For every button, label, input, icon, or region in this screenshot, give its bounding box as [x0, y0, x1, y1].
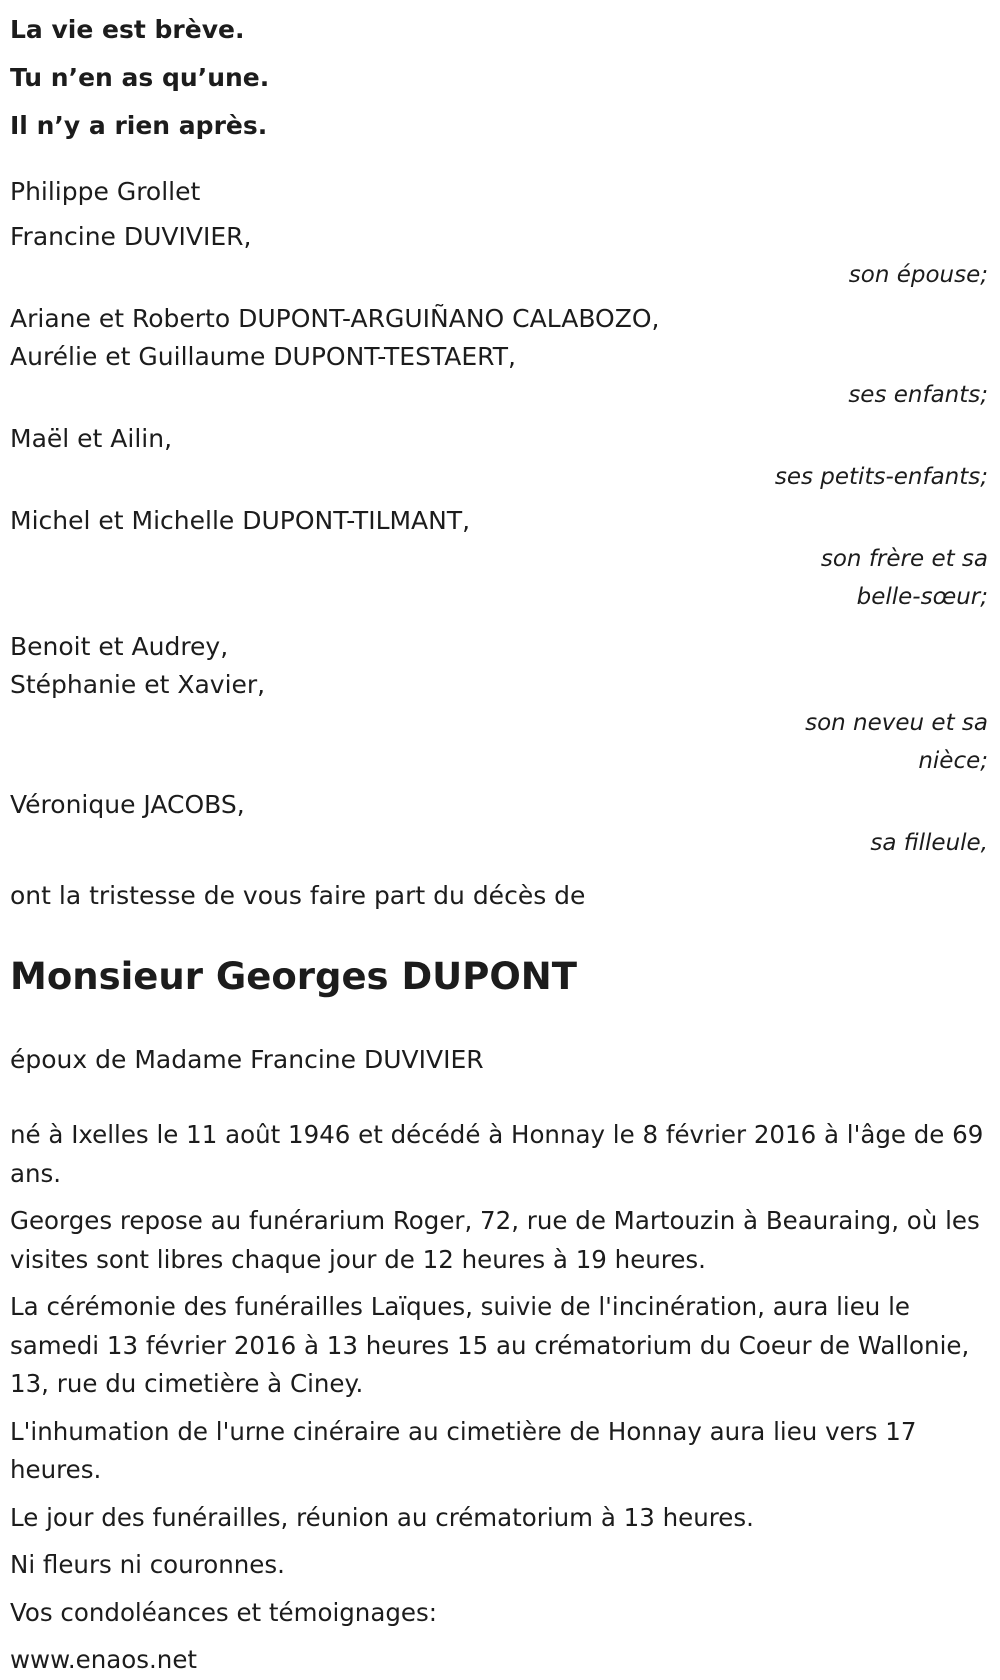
family-name-nephew-1: Benoit et Audrey,	[10, 632, 229, 661]
motto	[10, 6, 990, 150]
meeting-info: Le jour des funérailles, réunion au crématorium à 13 heures.	[10, 1502, 754, 1532]
family-name-nephew-2: Stéphanie et Xavier,	[10, 670, 266, 699]
condolences-label: Vos condoléances et témoignages:	[10, 1597, 437, 1627]
spouse-of-text: époux de Madame Francine DUVIVIER	[10, 1045, 484, 1074]
role-nephews-line-1: son neveu et sa	[805, 710, 988, 736]
birth-death-info: né à Ixelles le 11 août 1946 et décédé à Honnay le 8 février 2016 à l'âge de 69 ans.	[10, 1120, 984, 1188]
motto-line-2: Tu n’en as qu’une.	[10, 63, 270, 92]
announcement-text: ont la tristesse de vous faire part du décès de	[10, 881, 586, 910]
family-name-child-1: Ariane et Roberto DUPONT-ARGUIÑANO CALABOZO,	[10, 304, 660, 333]
burial-info: L'inhumation de l'urne cinéraire au cimetière de Honnay aura lieu vers 17 heures.	[10, 1416, 917, 1484]
obituary-page	[0, 6, 1000, 1674]
family-name-philippe: Philippe Grollet	[10, 177, 201, 206]
role-goddaughter: sa filleule,	[870, 830, 988, 856]
motto-line-1: La vie est brève.	[10, 15, 245, 44]
family-name-goddaughter: Véronique JACOBS,	[10, 790, 245, 819]
deceased-name: Monsieur Georges DUPONT	[10, 955, 577, 998]
role-grandchildren: ses petits-enfants;	[774, 464, 988, 490]
funerarium-info: Georges repose au funérarium Roger, 72, rue de Martouzin à Beauraing, où les visites sont libres chaque jour de 12 heures à 19 heures.	[10, 1206, 980, 1274]
family-name-child-2: Aurélie et Guillaume DUPONT-TESTAERT,	[10, 342, 516, 371]
details-section	[10, 1116, 990, 1680]
role-sibling-line-2: belle-sœur;	[856, 584, 988, 610]
role-children: ses enfants;	[848, 382, 988, 408]
motto-line-3: Il n’y a rien après.	[10, 111, 268, 140]
no-flowers-text: Ni fleurs ni couronnes.	[10, 1550, 285, 1579]
role-sibling-line-1: son frère et sa	[820, 546, 988, 572]
role-nephews-line-2: nièce;	[918, 748, 988, 774]
role-spouse: son épouse;	[848, 262, 988, 288]
website-link[interactable]: www.enaos.net	[10, 1645, 198, 1674]
family-name-spouse: Francine DUVIVIER,	[10, 222, 252, 251]
family-name-grandchildren: Maël et Ailin,	[10, 424, 173, 453]
ceremony-info: La cérémonie des funérailles Laïques, suivie de l'incinération, aura lieu le samedi 13 février 2016 à 13 heures 15 au crématorium du Coeur de Wallonie, 13, rue du cimetière à Ciney.	[10, 1292, 970, 1398]
family-list	[10, 172, 990, 862]
family-name-sibling: Michel et Michelle DUPONT-TILMANT,	[10, 506, 471, 535]
